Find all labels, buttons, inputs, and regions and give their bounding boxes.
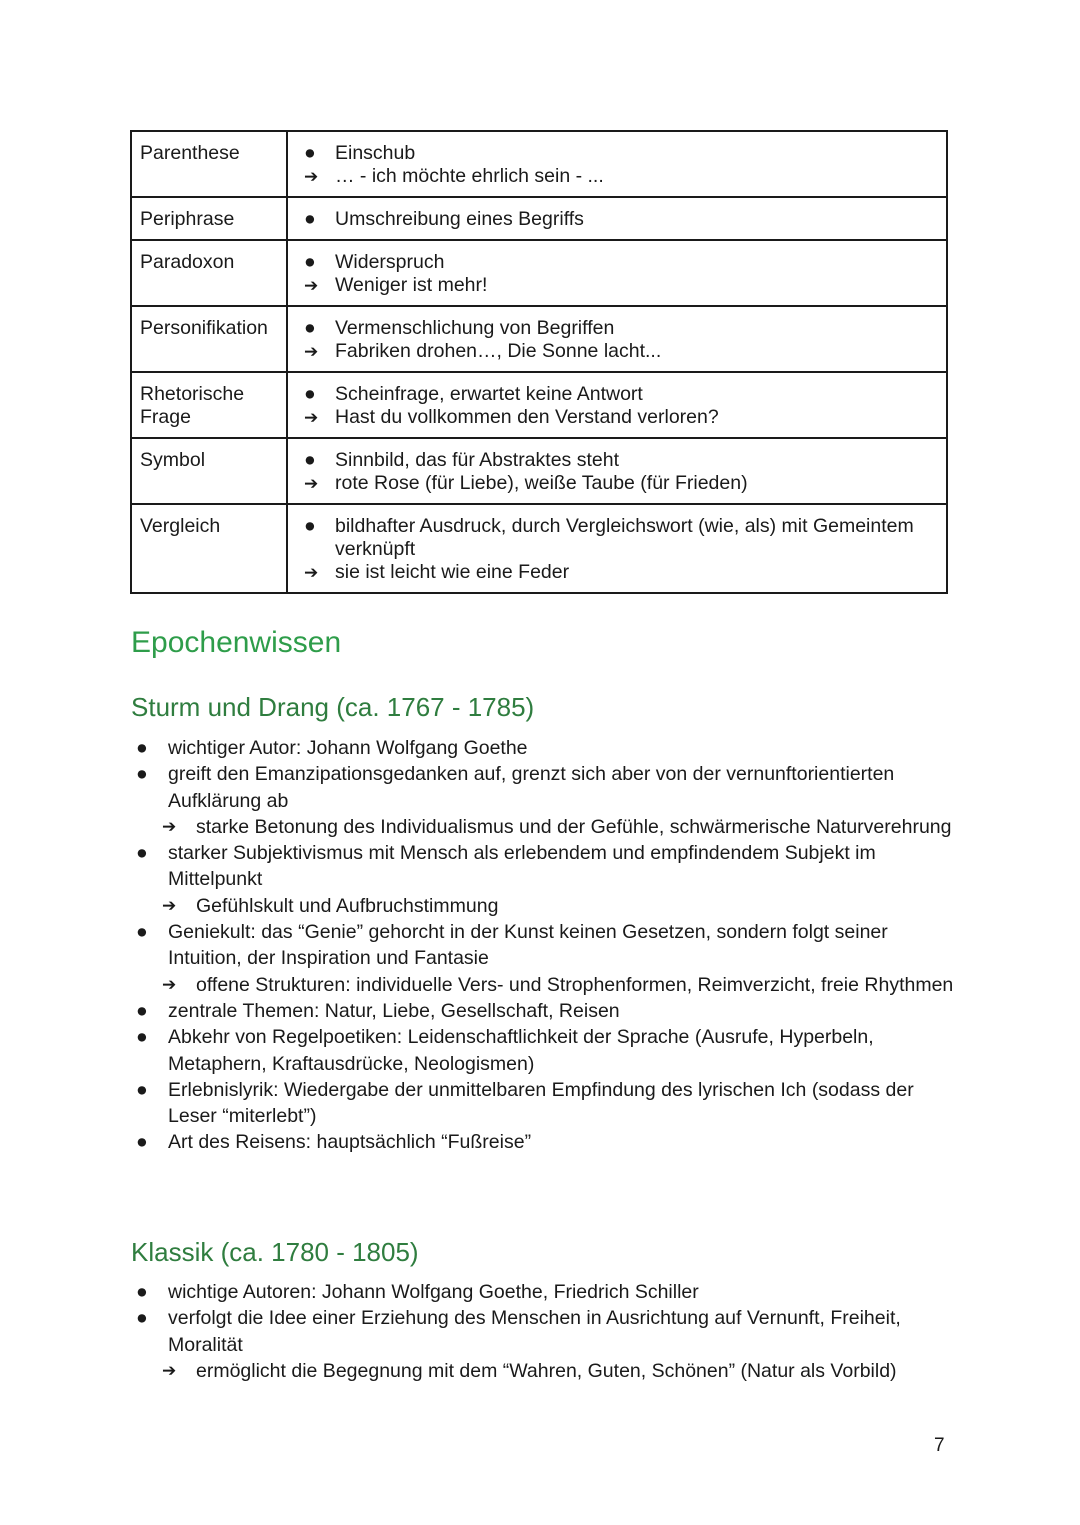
arrow-line <box>300 340 938 363</box>
bullet-line <box>300 449 938 472</box>
section-list-sturm-und-drang <box>136 735 956 1156</box>
section-title-sturm-und-drang: Sturm und Drang (ca. 1767 - 1785) <box>131 692 535 722</box>
bullet-icon: ● <box>136 1281 148 1303</box>
list-item-text: Gefühlskult und Aufbruchstimmung <box>196 894 499 917</box>
bullet-icon: ● <box>136 1026 148 1049</box>
bullet-icon: ● <box>136 999 148 1022</box>
list-item <box>136 919 956 972</box>
list-item <box>136 1305 956 1358</box>
section-list-klassik <box>136 1279 956 1384</box>
description-cell <box>287 504 947 593</box>
list-item <box>136 1024 956 1077</box>
list-item <box>136 735 956 761</box>
arrow-line <box>300 274 938 297</box>
table-row <box>131 240 947 306</box>
line-text: Fabriken drohen…, Die Sonne lacht... <box>335 340 662 362</box>
page-number: 7 <box>934 1435 945 1456</box>
arrow-icon: ➔ <box>304 474 319 493</box>
arrow-icon: ➔ <box>304 563 319 582</box>
line-text: Einschub <box>335 142 416 164</box>
table-row <box>131 438 947 504</box>
sub-list-item <box>136 893 956 919</box>
list-item-text: offene Strukturen: individuelle Vers- und Strophenformen, Reimverzicht, freie Rhythmen <box>196 973 954 996</box>
list-item-text: wichtige Autoren: Johann Wolfgang Goethe, Friedrich Schiller <box>168 1281 699 1303</box>
description-cell <box>287 197 947 240</box>
bullet-icon: ● <box>136 842 148 865</box>
list-item <box>136 1077 956 1130</box>
list-item-text: zentrale Themen: Natur, Liebe, Gesellschaft, Reisen <box>168 999 620 1022</box>
table-row <box>131 306 947 372</box>
line-text: Umschreibung eines Begriffs <box>335 208 584 230</box>
sub-list-item <box>136 814 956 840</box>
bullet-line <box>300 251 938 274</box>
bullet-icon: ● <box>136 763 148 786</box>
bullet-icon: ● <box>136 1131 148 1154</box>
line-text: Hast du vollkommen den Verstand verloren? <box>335 406 719 428</box>
bullet-icon: ● <box>136 921 148 944</box>
list-item-text: starke Betonung des Individualismus und der Gefühle, schwärmerische Naturverehrung <box>196 815 952 838</box>
table-row <box>131 504 947 593</box>
line-text: … - ich möchte ehrlich sein - ... <box>335 165 604 187</box>
bullet-icon: ● <box>304 515 316 537</box>
arrow-icon: ➔ <box>304 408 319 427</box>
bullet-line <box>300 515 938 561</box>
arrow-icon: ➔ <box>304 342 319 361</box>
list-item <box>136 761 956 814</box>
list-item-text: starker Subjektivismus mit Mensch als erlebendem und empfindendem Subjekt im Mittelpunkt <box>168 842 876 891</box>
list-item-text: verfolgt die Idee einer Erziehung des Menschen in Ausrichtung auf Vernunft, Freiheit, Moralität <box>168 1307 901 1356</box>
bullet-icon: ● <box>304 142 316 164</box>
bullet-icon: ● <box>304 449 316 471</box>
description-cell <box>287 306 947 372</box>
arrow-icon: ➔ <box>162 974 177 994</box>
description-cell <box>287 372 947 438</box>
sub-list-item <box>136 1358 956 1384</box>
term-cell: Parenthese <box>131 131 287 197</box>
line-text: Scheinfrage, erwartet keine Antwort <box>335 383 643 405</box>
bullet-icon: ● <box>136 1078 148 1101</box>
description-cell <box>287 240 947 306</box>
term-cell: Periphrase <box>131 197 287 240</box>
page-heading: Epochenwissen <box>131 626 342 659</box>
list-item-text: greift den Emanzipationsgedanken auf, grenzt sich aber von der vernunftorientierten Aufklärung ab <box>168 763 895 812</box>
term-cell: Symbol <box>131 438 287 504</box>
list-item <box>136 1279 956 1305</box>
table-row <box>131 131 947 197</box>
line-text: Widerspruch <box>335 251 445 273</box>
section-title-klassik: Klassik (ca. 1780 - 1805) <box>131 1237 419 1267</box>
sub-list-item <box>136 972 956 998</box>
bullet-line <box>300 383 938 406</box>
line-text: sie ist leicht wie eine Feder <box>335 561 570 583</box>
list-item-text: Abkehr von Regelpoetiken: Leidenschaftlichkeit der Sprache (Ausrufe, Hyperbeln, Metaphern, Kraftausdrücke, Neologismen) <box>168 1026 874 1075</box>
bullet-line <box>300 208 938 231</box>
arrow-icon: ➔ <box>162 816 177 836</box>
bullet-icon: ● <box>304 383 316 405</box>
list-item <box>136 1129 956 1155</box>
list-item-text: ermöglicht die Begegnung mit dem “Wahren, Guten, Schönen” (Natur als Vorbild) <box>196 1359 897 1382</box>
arrow-icon: ➔ <box>162 1360 177 1380</box>
line-text: rote Rose (für Liebe), weiße Taube (für Frieden) <box>335 472 748 494</box>
line-text: bildhafter Ausdruck, durch Vergleichswort (wie, als) mit Gemeintem verknüpft <box>335 515 914 560</box>
bullet-icon: ● <box>304 251 316 273</box>
line-text: Vermenschlichung von Begriffen <box>335 317 615 339</box>
bullet-line <box>300 317 938 340</box>
line-text: Weniger ist mehr! <box>335 274 488 296</box>
bullet-icon: ● <box>136 1307 148 1330</box>
term-cell: Personifikation <box>131 306 287 372</box>
arrow-line <box>300 472 938 495</box>
list-item <box>136 998 956 1024</box>
list-item-text: Geniekult: das “Genie” gehorcht in der Kunst keinen Gesetzen, sondern folgt seiner Intuition, der Inspiration und Fantasie <box>168 921 888 970</box>
list-item-text: Erlebnislyrik: Wiedergabe der unmittelbaren Empfindung des lyrischen Ich (sodass der Leser “miterlebt”) <box>168 1078 914 1128</box>
arrow-line <box>300 561 938 584</box>
arrow-icon: ➔ <box>304 167 319 186</box>
description-cell <box>287 438 947 504</box>
bullet-line <box>300 142 938 165</box>
stylistic-devices-table <box>130 130 948 594</box>
term-cell: Paradoxon <box>131 240 287 306</box>
line-text: Sinnbild, das für Abstraktes steht <box>335 449 619 471</box>
description-cell <box>287 131 947 197</box>
term-cell: Rhetorische Frage <box>131 372 287 438</box>
arrow-icon: ➔ <box>162 895 177 915</box>
arrow-line <box>300 165 938 188</box>
table-row <box>131 197 947 240</box>
arrow-icon: ➔ <box>304 276 319 295</box>
bullet-icon: ● <box>136 737 148 759</box>
arrow-line <box>300 406 938 429</box>
bullet-icon: ● <box>304 317 316 339</box>
bullet-icon: ● <box>304 208 316 230</box>
list-item <box>136 840 956 893</box>
list-item-text: Art des Reisens: hauptsächlich “Fußreise” <box>168 1131 532 1154</box>
table-row <box>131 372 947 438</box>
list-item-text: wichtiger Autor: Johann Wolfgang Goethe <box>168 737 528 759</box>
term-cell: Vergleich <box>131 504 287 593</box>
